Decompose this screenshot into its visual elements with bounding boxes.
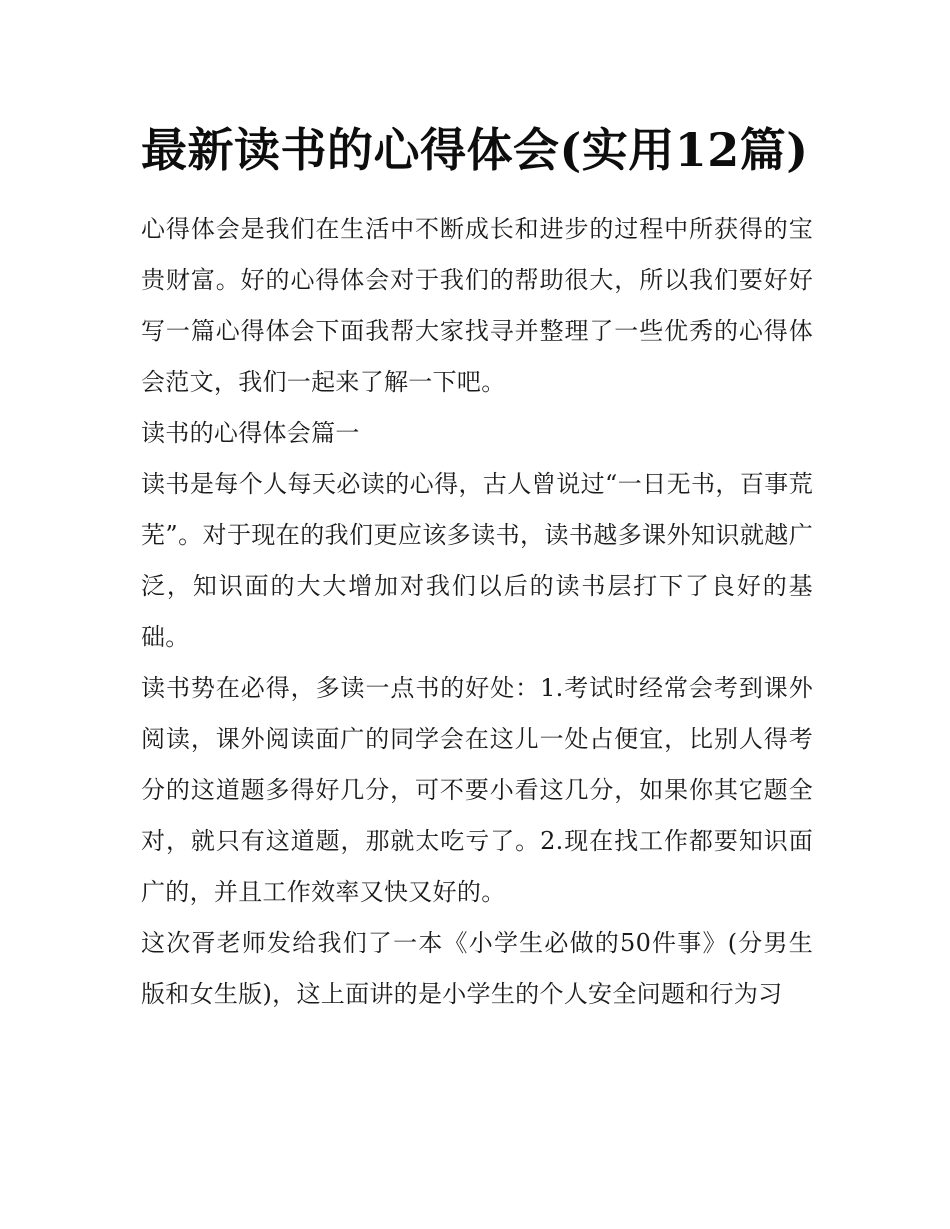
document-title: 最新读书的心得体会(实用12篇): [141, 123, 809, 177]
body-paragraph: 读书是每个人每天必读的心得，古人曾说过“一日无书，百事荒芜”。对于现在的我们更应该多读书，读书越多课外知识就越广泛，知识面的大大增加对我们以后的读书层打下了良好的基础。: [141, 470, 813, 651]
document-body: [141, 204, 813, 1020]
body-paragraph: 读书势在必得，多读一点书的好处：1.考试时经常会考到课外阅读，课外阅读面广的同学会在这儿一处占便宜，比别人得考分的这道题多得好几分，可不要小看这几分，如果你其它题全对，就只有这道题，那就太吃亏了。2.现在找工作都要知识面广的，并且工作效率又快又好的。: [141, 674, 813, 906]
intro-paragraph: 心得体会是我们在生活中不断成长和进步的过程中所获得的宝贵财富。好的心得体会对于我们的帮助很大，所以我们要好好写一篇心得体会下面我帮大家找寻并整理了一些优秀的心得体会范文，我们一起来了解一下吧。: [141, 215, 813, 396]
section-heading: 读书的心得体会篇一: [141, 419, 360, 447]
document-content: [141, 112, 813, 1020]
body-paragraph: 这次胥老师发给我们了一本《小学生必做的50件事》(分男生版和女生版)，这上面讲的是小学生的个人安全问题和行为习: [141, 929, 813, 1008]
